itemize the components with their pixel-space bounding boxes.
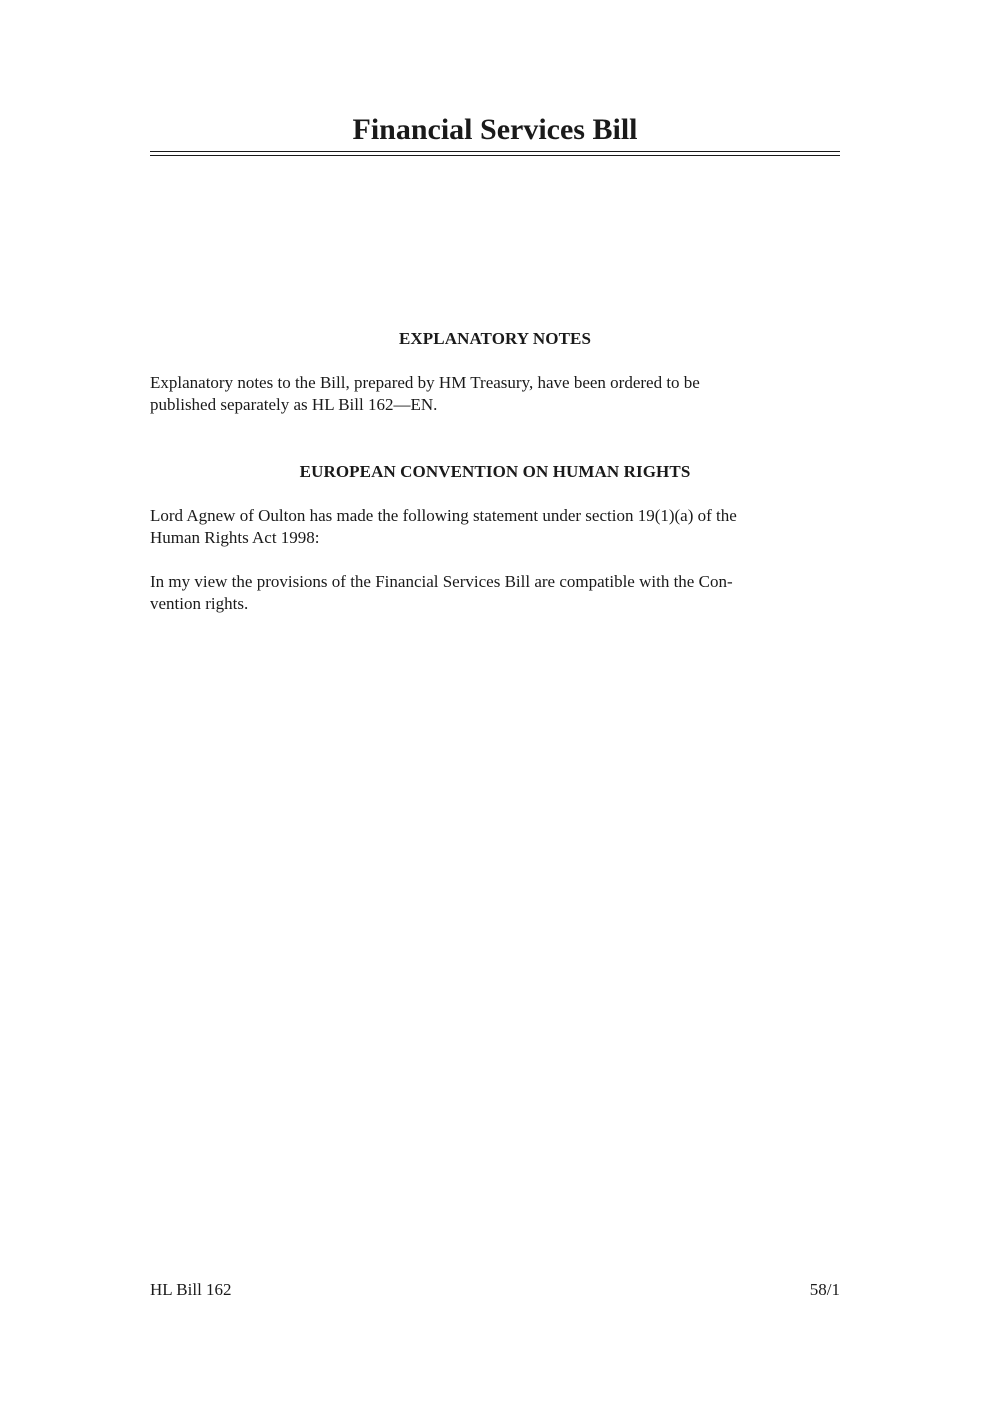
echr-heading: EUROPEAN CONVENTION ON HUMAN RIGHTS (299, 462, 691, 481)
footer-bill-reference: HL Bill 162 (150, 1280, 232, 1299)
echr-statement-line-1: Lord Agnew of Oulton has made the following statement under section 19(1)(a) of the (150, 506, 737, 525)
document-title: Financial Services Bill (352, 113, 638, 146)
echr-statement-paragraph (150, 505, 840, 549)
explanatory-notes-line-1: Explanatory notes to the Bill, prepared by HM Treasury, have been ordered to be (150, 373, 700, 392)
explanatory-notes-paragraph (150, 372, 840, 416)
explanatory-notes-heading: EXPLANATORY NOTES (398, 329, 592, 348)
echr-view-paragraph (150, 571, 840, 615)
echr-view-line-1: In my view the provisions of the Financial Services Bill are compatible with the Con- (150, 572, 733, 591)
echr-view-line-2: vention rights. (150, 594, 249, 613)
title-rule-upper (150, 151, 840, 152)
footer-page-reference: 58/1 (809, 1280, 840, 1299)
explanatory-notes-line-2: published separately as HL Bill 162—EN. (150, 395, 438, 414)
echr-statement-line-2: Human Rights Act 1998: (150, 528, 320, 547)
title-rule-lower (150, 155, 840, 156)
